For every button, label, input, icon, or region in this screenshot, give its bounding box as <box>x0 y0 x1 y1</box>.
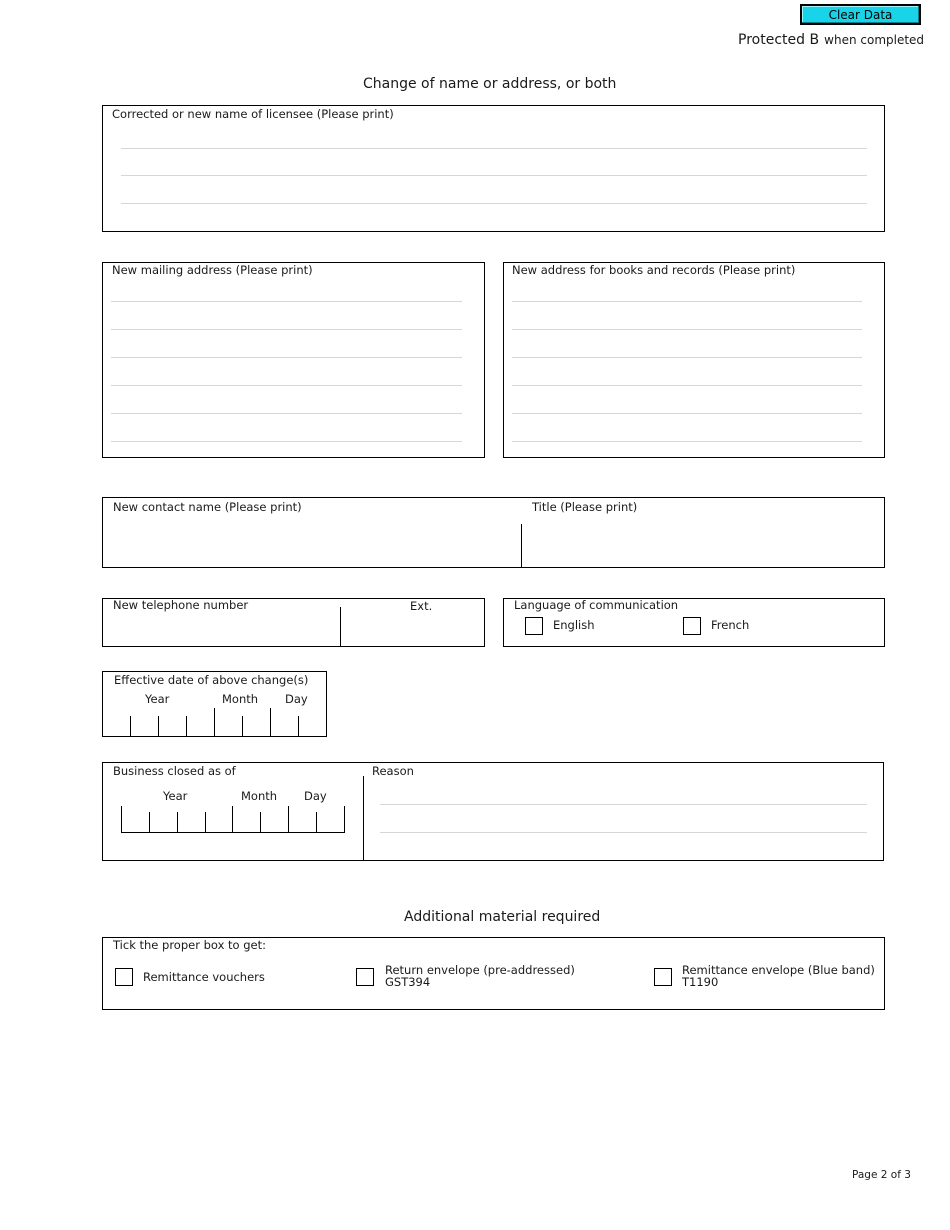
closed-divider <box>363 776 364 861</box>
return-envelope-label-line2: GST394 <box>385 975 431 989</box>
effective-month-label: Month <box>222 692 259 706</box>
section-title-material: Additional material required <box>404 909 601 925</box>
mailing-line-2[interactable] <box>111 329 462 330</box>
mailing-address-label: New mailing address (Please print) <box>112 263 313 277</box>
closed-day-label: Day <box>304 789 327 803</box>
closed-month-label: Month <box>241 789 278 803</box>
books-address-box <box>503 262 885 458</box>
mailing-line-4[interactable] <box>111 385 462 386</box>
closed-date-field[interactable] <box>121 806 345 832</box>
material-instruction: Tick the proper box to get: <box>113 938 267 952</box>
books-line-5[interactable] <box>512 413 862 414</box>
mailing-line-5[interactable] <box>111 413 462 414</box>
books-line-6[interactable] <box>512 441 862 442</box>
page-number: Page 2 of 3 <box>852 1169 911 1181</box>
mailing-line-3[interactable] <box>111 357 462 358</box>
clear-data-button[interactable]: Clear Data <box>800 4 921 25</box>
telephone-divider <box>340 607 341 647</box>
licensee-name-line-3[interactable] <box>121 203 867 204</box>
remittance-envelope-checkbox[interactable] <box>654 968 672 986</box>
section-title-change: Change of name or address, or both <box>363 76 617 92</box>
closed-date-baseline <box>121 832 345 833</box>
contact-name-field[interactable] <box>106 520 516 564</box>
return-envelope-label-line1: Return envelope (pre-addressed) <box>385 963 575 977</box>
extension-label: Ext. <box>410 599 433 613</box>
books-line-1[interactable] <box>512 301 862 302</box>
effective-date-field[interactable] <box>106 708 324 734</box>
books-address-label: New address for books and records (Please print) <box>512 263 796 277</box>
protected-main: Protected B <box>738 32 820 48</box>
books-line-2[interactable] <box>512 329 862 330</box>
telephone-field[interactable] <box>106 614 336 644</box>
english-label: English <box>553 618 595 632</box>
mailing-line-1[interactable] <box>111 301 462 302</box>
books-line-4[interactable] <box>512 385 862 386</box>
closed-year-label: Year <box>163 789 188 803</box>
reason-line-2[interactable] <box>380 832 867 833</box>
licensee-name-line-1[interactable] <box>121 148 867 149</box>
mailing-line-6[interactable] <box>111 441 462 442</box>
mailing-address-box <box>102 262 485 458</box>
licensee-name-box <box>102 105 885 232</box>
remittance-envelope-label-line1: Remittance envelope (Blue band) <box>682 963 875 977</box>
effective-day-label: Day <box>285 692 308 706</box>
contact-title-label: Title (Please print) <box>532 500 638 514</box>
return-envelope-label <box>385 964 575 988</box>
remittance-vouchers-label: Remittance vouchers <box>143 970 265 984</box>
contact-title-field[interactable] <box>526 520 881 564</box>
business-closed-label: Business closed as of <box>113 764 236 778</box>
french-label: French <box>711 618 750 632</box>
telephone-label: New telephone number <box>113 598 249 612</box>
licensee-name-label: Corrected or new name of licensee (Please print) <box>112 107 394 121</box>
remittance-envelope-label <box>682 964 875 988</box>
protected-suffix: when completed <box>824 33 925 47</box>
effective-year-label: Year <box>145 692 170 706</box>
contact-name-label: New contact name (Please print) <box>113 500 302 514</box>
books-line-3[interactable] <box>512 357 862 358</box>
effective-date-label: Effective date of above change(s) <box>114 673 309 687</box>
protected-notice <box>738 29 924 48</box>
reason-line-1[interactable] <box>380 804 867 805</box>
remittance-envelope-label-line2: T1190 <box>682 975 719 989</box>
licensee-name-line-2[interactable] <box>121 175 867 176</box>
contact-divider <box>521 524 522 568</box>
language-label: Language of communication <box>514 598 679 612</box>
extension-field[interactable] <box>344 614 482 644</box>
french-checkbox[interactable] <box>683 617 701 635</box>
english-checkbox[interactable] <box>525 617 543 635</box>
remittance-vouchers-checkbox[interactable] <box>115 968 133 986</box>
return-envelope-checkbox[interactable] <box>356 968 374 986</box>
reason-label: Reason <box>372 764 414 778</box>
